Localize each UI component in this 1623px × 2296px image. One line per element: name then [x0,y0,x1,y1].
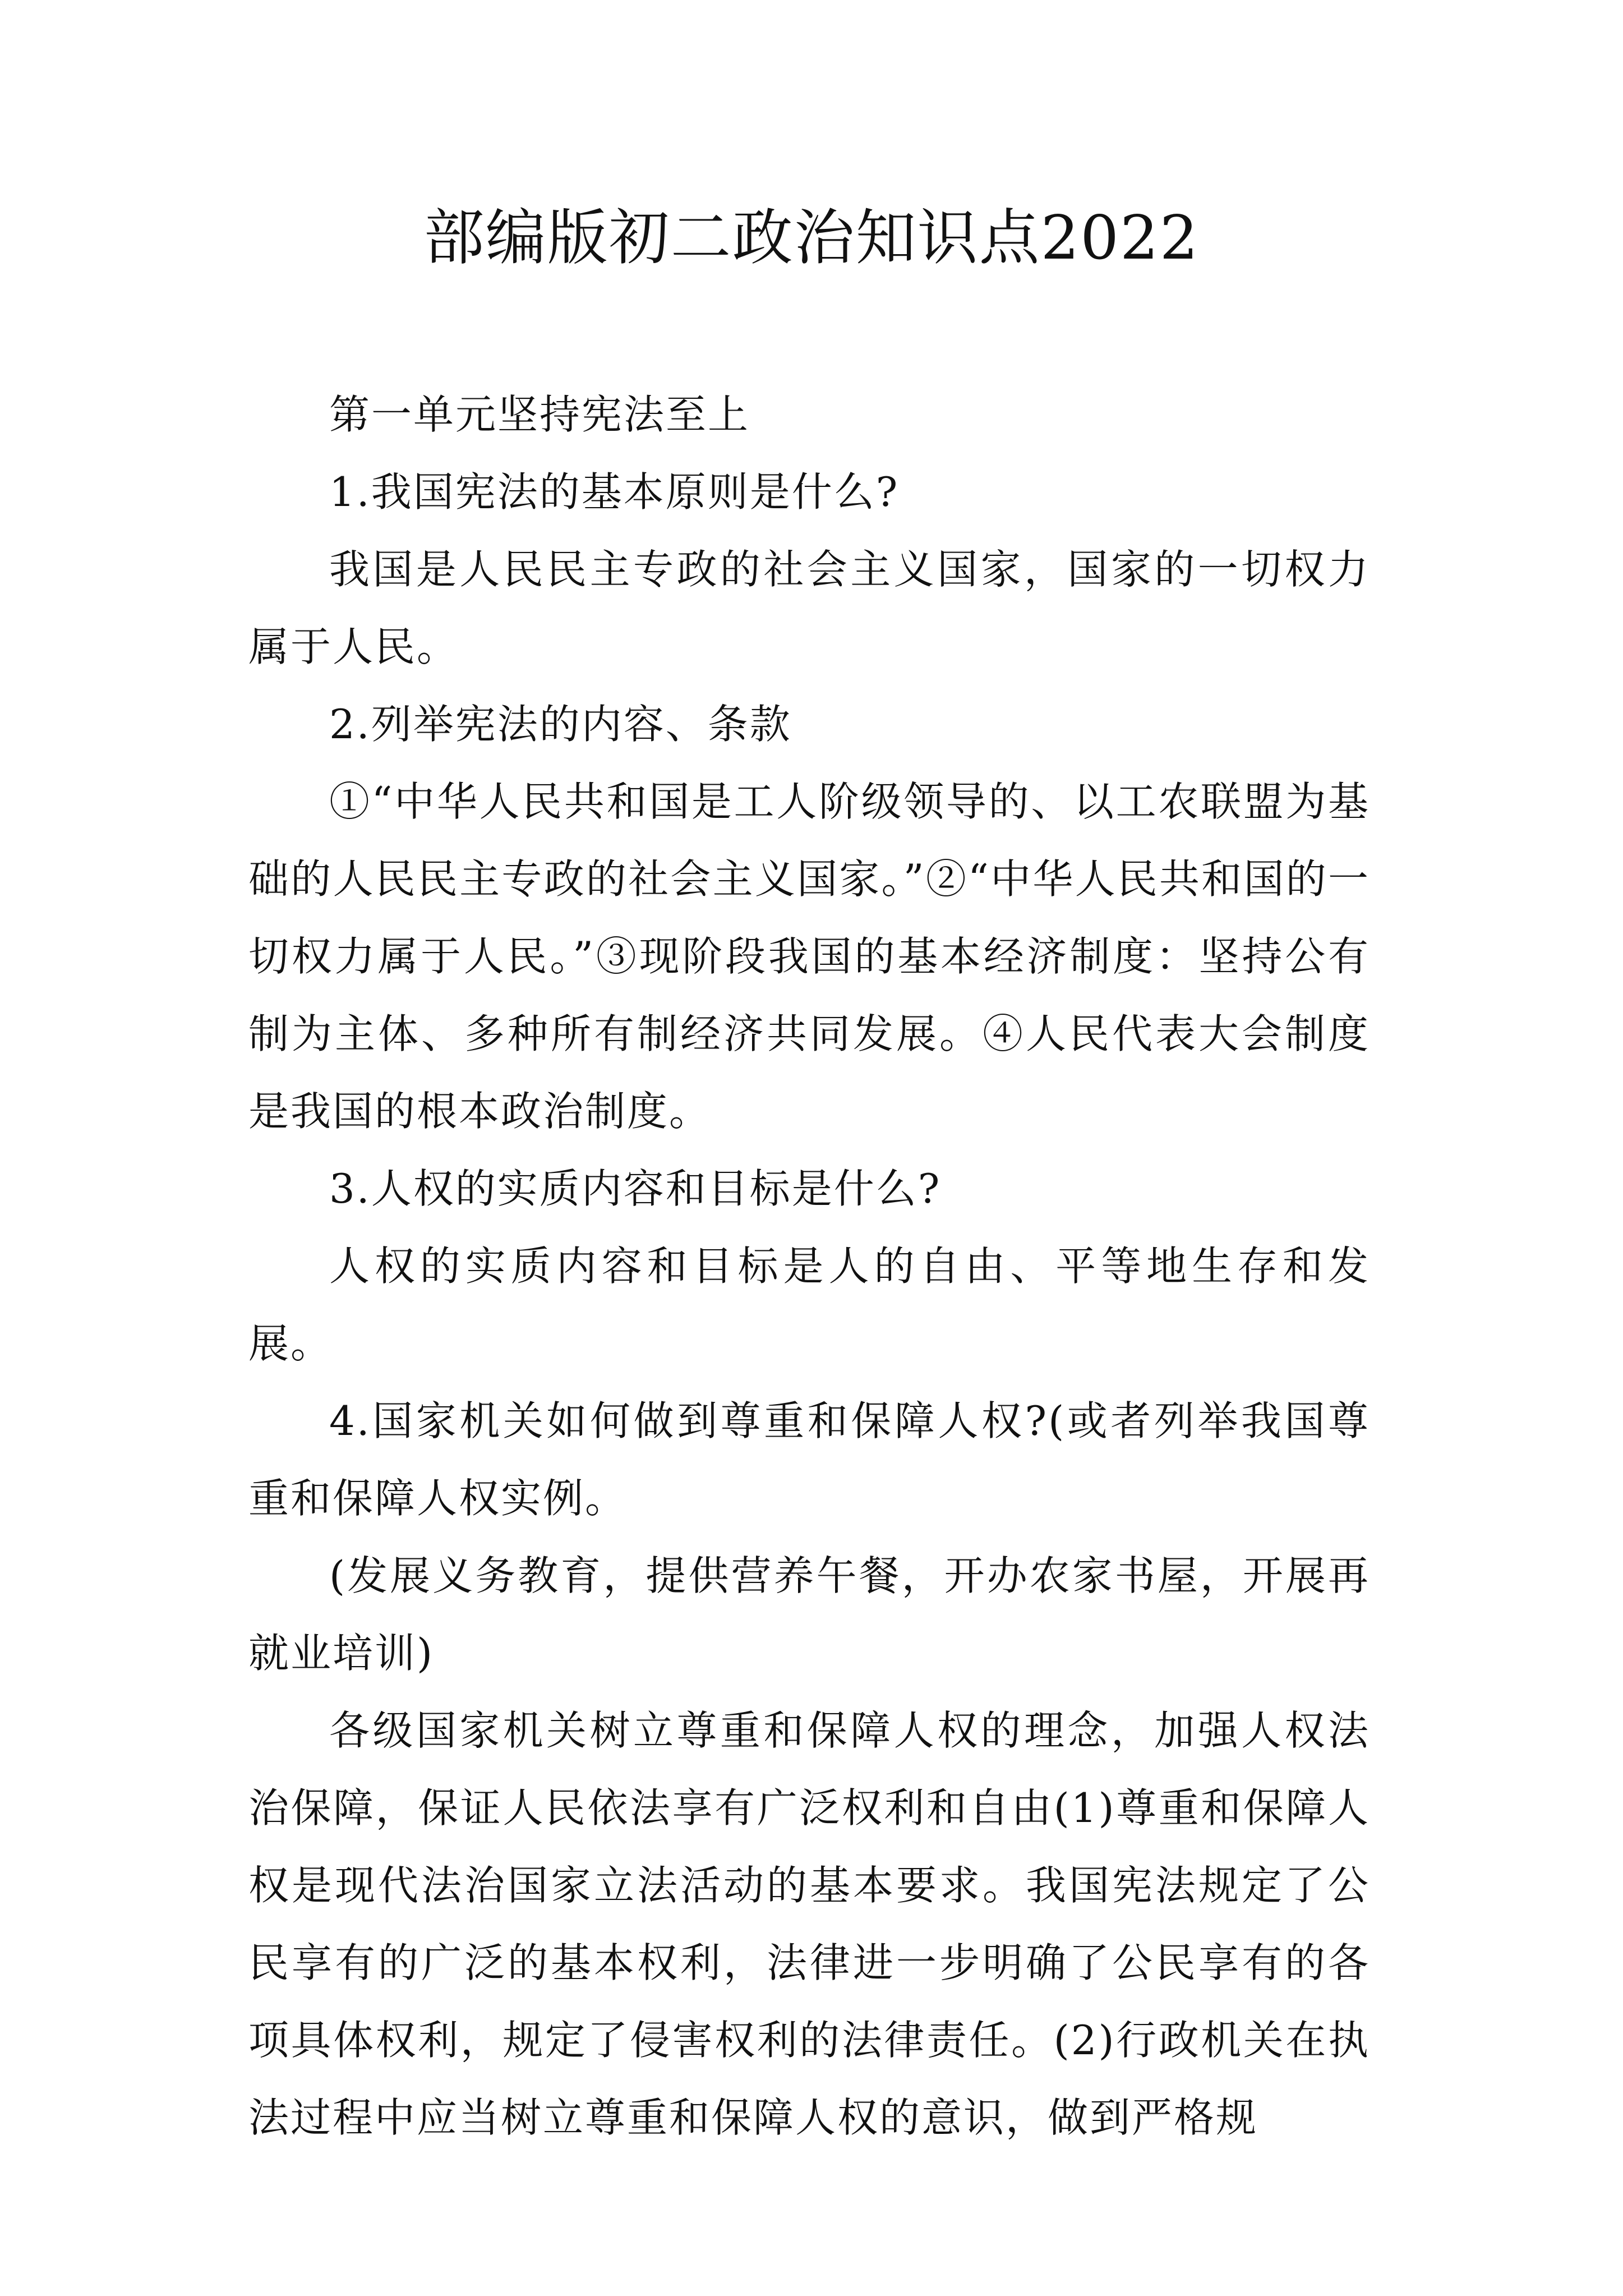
paragraph-question-3: 3.人权的实质内容和目标是什么? [329,1165,942,1212]
paragraph-answer-4: 各级国家机关树立尊重和保障人权的理念，加强人权法治保障，保证人民依法享有广泛权利和自由(1)尊重和保障人权是现代法治国家立法活动的基本要求。我国宪法规定了公民享有的广泛的基本权利，法律进一步明确了公民享有的各项具体权利，规定了侵害权利的法律责任。(2)行政机关在执法过程中应当树立尊重和保障人权的意识，做到严格规 [248,1707,1370,2141]
document-body [248,376,1370,2156]
document-title: 部编版初二政治知识点2022 [423,203,1200,273]
paragraph-answer-3: 人权的实质内容和目标是人的自由、平等地生存和发展。 [248,1243,1370,1367]
paragraph-examples: (发展义务教育，提供营养午餐，开办农家书屋，开展再就业培训) [248,1552,1370,1677]
paragraph-question-1: 1.我国宪法的基本原则是什么? [329,468,900,516]
paragraph-unit-heading: 第一单元坚持宪法至上 [329,391,750,438]
paragraph-question-2: 2.列举宪法的内容、条款 [329,701,792,748]
paragraph-answer-2: ①“中华人民共和国是工人阶级领导的、以工农联盟为基础的人民民主专政的社会主义国家。”②“中华人民共和国的一切权力属于人民。”③现阶段我国的基本经济制度：坚持公有制为主体、多种所有制经济共同发展。④人民代表大会制度是我国的根本政治制度。 [248,778,1370,1135]
paragraph-question-4: 4.国家机关如何做到尊重和保障人权?(或者列举我国尊重和保障人权实例。 [248,1397,1370,1522]
paragraph-answer-1: 我国是人民民主专政的社会主义国家，国家的一切权力属于人民。 [248,546,1370,670]
